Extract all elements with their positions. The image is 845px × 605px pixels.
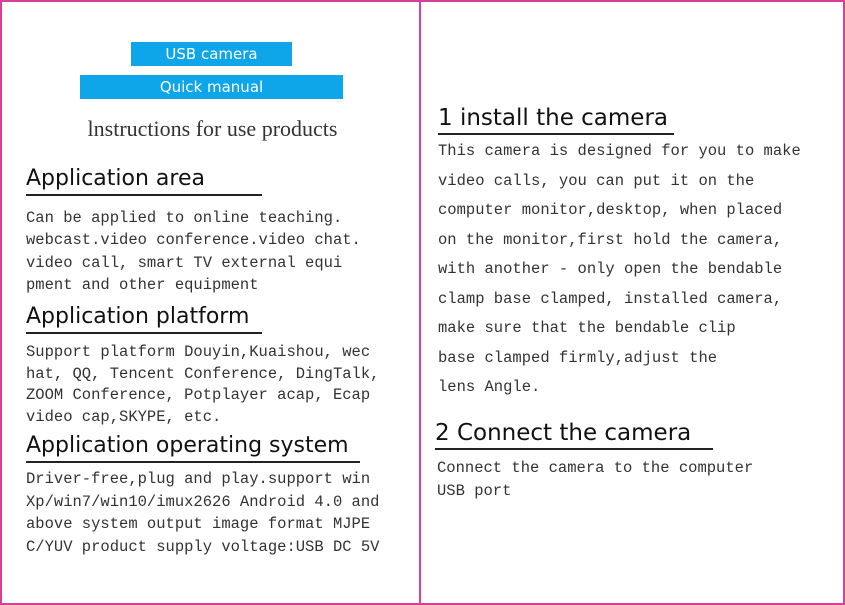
page-divider: [419, 0, 421, 605]
application-area-heading: Application area: [26, 165, 262, 196]
instructions-subtitle: lnstructions for use products: [87, 116, 338, 141]
install-heading: 1 install the camera: [438, 104, 674, 135]
application-area-text: Can be applied to online teaching. webcast.video conference.video chat. video call, smart TV external equi pment and other equipment: [26, 209, 361, 294]
connect-heading: 2 Connect the camera: [435, 419, 713, 450]
install-text: This camera is designed for you to make video calls, you can put it on the computer monitor,desktop, when placed on the monitor,first hold the camera, with another - only open the bendable clamp base clamped, installed camera, make sure that the bendable clip base clamped firmly,adjust the lens Angle.: [438, 142, 801, 396]
application-os-text: Driver-free,plug and play.support win Xp/win7/win10/imux2626 Android 4.0 and above system output image format MJPE C/YUV product supply voltage:USB DC 5V: [26, 470, 380, 557]
application-platform-heading: Application platform: [26, 303, 262, 334]
usb-camera-banner: USB camera: [131, 42, 292, 66]
connect-text: Connect the camera to the computer USB port: [437, 459, 754, 500]
quick-manual-banner: Quick manual: [80, 75, 343, 99]
application-platform-text: Support platform Douyin,Kuaishou, wec hat, QQ, Tencent Conference, DingTalk, ZOOM Conference, Potplayer acap, Ecap video cap,SKYPE, etc.: [26, 343, 380, 427]
application-os-heading: Application operating system: [26, 432, 360, 463]
